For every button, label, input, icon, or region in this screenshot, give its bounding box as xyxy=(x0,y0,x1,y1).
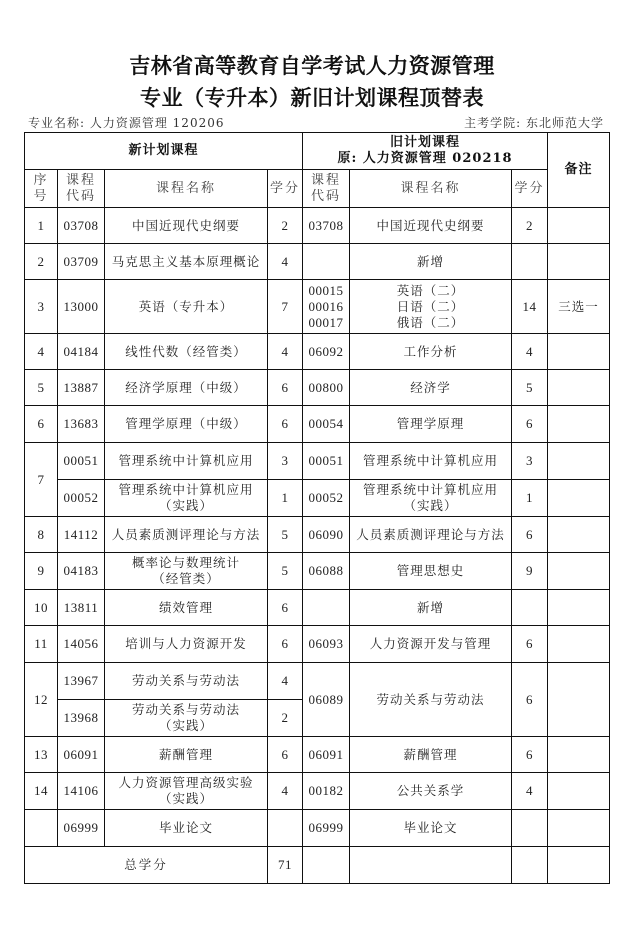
name-header: 课程名称 xyxy=(105,170,268,208)
seq-cell: 11 xyxy=(25,626,58,663)
old-code-cell: 06090 xyxy=(303,517,350,553)
code-cell: 13968 xyxy=(58,700,105,737)
name-cell: 经济学原理（中级） xyxy=(105,370,268,406)
old-code-cell xyxy=(303,847,350,884)
note-cell xyxy=(548,663,610,737)
note-cell xyxy=(548,244,610,280)
note-cell: 三选一 xyxy=(548,280,610,334)
code-cell: 04184 xyxy=(58,334,105,370)
note-cell xyxy=(548,370,610,406)
code-cell: 13811 xyxy=(58,590,105,626)
name-cell: 管理学原理（中级） xyxy=(105,406,268,443)
old-code-cell: 06088 xyxy=(303,553,350,590)
old-code-cell: 06999 xyxy=(303,810,350,847)
table-row xyxy=(25,626,610,663)
old-credit-cell: 6 xyxy=(512,626,548,663)
old-code-cell: 03708 xyxy=(303,208,350,244)
old-plan-header xyxy=(303,133,548,170)
note-cell xyxy=(548,517,610,553)
old-name-cell: 英语（二） 日语（二） 俄语（二） xyxy=(350,280,512,334)
credit-cell: 1 xyxy=(268,480,303,517)
seq-header: 序 号 xyxy=(25,170,58,208)
credit-cell: 4 xyxy=(268,773,303,810)
old-credit-cell: 3 xyxy=(512,443,548,480)
table-row xyxy=(25,590,610,626)
name-cell: 薪酬管理 xyxy=(105,737,268,773)
table-row xyxy=(25,480,610,517)
seq-cell: 5 xyxy=(25,370,58,406)
note-cell xyxy=(548,626,610,663)
old-name-cell: 管理系统中计算机应用 （实践） xyxy=(350,480,512,517)
table-row xyxy=(25,553,610,590)
old-credit-cell xyxy=(512,847,548,884)
code-cell: 13683 xyxy=(58,406,105,443)
examining-school: 主考学院: 东北师范大学 xyxy=(464,116,604,130)
seq-cell: 4 xyxy=(25,334,58,370)
table-row xyxy=(25,406,610,443)
name-cell: 培训与人力资源开发 xyxy=(105,626,268,663)
old-name-cell: 工作分析 xyxy=(350,334,512,370)
old-code-cell: 00015 00016 00017 xyxy=(303,280,350,334)
table-row xyxy=(25,280,610,334)
old-credit-cell: 6 xyxy=(512,517,548,553)
old-name-cell xyxy=(350,847,512,884)
code-cell: 03708 xyxy=(58,208,105,244)
old-name-cell: 管理系统中计算机应用 xyxy=(350,443,512,480)
old-credit-cell xyxy=(512,244,548,280)
major-name: 专业名称: 人力资源管理 120206 xyxy=(28,116,225,130)
seq-cell: 13 xyxy=(25,737,58,773)
old-code-cell xyxy=(303,244,350,280)
code-cell: 06091 xyxy=(58,737,105,773)
old-code-cell: 00054 xyxy=(303,406,350,443)
credit-cell: 6 xyxy=(268,626,303,663)
code-cell: 14106 xyxy=(58,773,105,810)
old-name-cell: 经济学 xyxy=(350,370,512,406)
code-cell: 14112 xyxy=(58,517,105,553)
seq-cell: 3 xyxy=(25,280,58,334)
old-name-cell: 人力资源开发与管理 xyxy=(350,626,512,663)
note-cell xyxy=(548,334,610,370)
credit-cell: 7 xyxy=(268,280,303,334)
name-cell: 绩效管理 xyxy=(105,590,268,626)
credit-cell: 6 xyxy=(268,737,303,773)
old-code-cell: 00182 xyxy=(303,773,350,810)
table-row xyxy=(25,208,610,244)
header-row-2 xyxy=(25,170,610,208)
old-credit-header: 学分 xyxy=(512,170,548,208)
old-name-cell: 人员素质测评理论与方法 xyxy=(350,517,512,553)
name-cell: 毕业论文 xyxy=(105,810,268,847)
credit-cell: 5 xyxy=(268,553,303,590)
document-title-line2: 专业（专升本）新旧计划课程顶替表 xyxy=(140,85,484,110)
seq-cell: 2 xyxy=(25,244,58,280)
old-credit-cell: 4 xyxy=(512,773,548,810)
credit-cell: 2 xyxy=(268,700,303,737)
header-row-1 xyxy=(25,133,610,170)
credit-cell: 2 xyxy=(268,208,303,244)
note-cell xyxy=(548,406,610,443)
old-name-cell: 公共关系学 xyxy=(350,773,512,810)
name-cell: 劳动关系与劳动法 xyxy=(105,663,268,700)
seq-cell: 8 xyxy=(25,517,58,553)
old-credit-cell: 4 xyxy=(512,334,548,370)
old-plan-title: 旧计划课程 xyxy=(390,135,461,150)
code-cell: 00051 xyxy=(58,443,105,480)
credit-cell: 6 xyxy=(268,590,303,626)
code-cell: 14056 xyxy=(58,626,105,663)
seq-cell: 9 xyxy=(25,553,58,590)
total-row xyxy=(25,847,610,884)
code-cell: 13000 xyxy=(58,280,105,334)
table-row xyxy=(25,810,610,847)
old-code-cell xyxy=(303,590,350,626)
name-cell: 人力资源管理高级实验 （实践） xyxy=(105,773,268,810)
total-credit: 71 xyxy=(268,847,303,884)
name-cell: 概率论与数理统计 （经管类） xyxy=(105,553,268,590)
credit-cell xyxy=(268,810,303,847)
old-name-cell: 管理思想史 xyxy=(350,553,512,590)
table-row xyxy=(25,773,610,810)
note-cell xyxy=(548,208,610,244)
table-row xyxy=(25,443,610,480)
table-row xyxy=(25,517,610,553)
credit-cell: 4 xyxy=(268,334,303,370)
name-cell: 中国近现代史纲要 xyxy=(105,208,268,244)
old-name-cell: 新增 xyxy=(350,244,512,280)
seq-cell: 14 xyxy=(25,773,58,810)
old-name-cell: 劳动关系与劳动法 xyxy=(350,663,512,737)
code-cell: 00052 xyxy=(58,480,105,517)
seq-cell: 6 xyxy=(25,406,58,443)
old-code-cell: 06093 xyxy=(303,626,350,663)
table-row xyxy=(25,244,610,280)
old-code-cell: 06092 xyxy=(303,334,350,370)
table-row xyxy=(25,737,610,773)
seq-cell xyxy=(25,810,58,847)
credit-header: 学分 xyxy=(268,170,303,208)
old-code-cell: 00052 xyxy=(303,480,350,517)
note-cell xyxy=(548,480,610,517)
code-header: 课程 代码 xyxy=(58,170,105,208)
credit-cell: 4 xyxy=(268,663,303,700)
name-cell: 英语（专升本） xyxy=(105,280,268,334)
total-label: 总学分 xyxy=(25,847,268,884)
name-cell: 管理系统中计算机应用 xyxy=(105,443,268,480)
document-title-line1: 吉林省高等教育自学考试人力资源管理 xyxy=(129,53,495,78)
old-credit-cell: 9 xyxy=(512,553,548,590)
credit-cell: 4 xyxy=(268,244,303,280)
code-cell: 13967 xyxy=(58,663,105,700)
old-name-cell: 中国近现代史纲要 xyxy=(350,208,512,244)
name-cell: 人员素质测评理论与方法 xyxy=(105,517,268,553)
note-cell xyxy=(548,737,610,773)
old-credit-cell: 6 xyxy=(512,406,548,443)
old-name-header: 课程名称 xyxy=(350,170,512,208)
name-cell: 线性代数（经管类） xyxy=(105,334,268,370)
old-credit-cell: 5 xyxy=(512,370,548,406)
old-credit-cell xyxy=(512,810,548,847)
credit-cell: 6 xyxy=(268,406,303,443)
table-row xyxy=(25,663,610,700)
old-code-cell: 06091 xyxy=(303,737,350,773)
old-name-cell: 管理学原理 xyxy=(350,406,512,443)
note-cell xyxy=(548,590,610,626)
note-header: 备注 xyxy=(548,133,610,208)
note-cell xyxy=(548,847,610,884)
name-cell: 劳动关系与劳动法 （实践） xyxy=(105,700,268,737)
note-cell xyxy=(548,553,610,590)
old-name-cell: 毕业论文 xyxy=(350,810,512,847)
credit-cell: 3 xyxy=(268,443,303,480)
old-code-cell: 06089 xyxy=(303,663,350,737)
seq-cell: 1 xyxy=(25,208,58,244)
old-credit-cell: 6 xyxy=(512,663,548,737)
old-plan-origin: 原: 人力资源管理 020218 xyxy=(337,151,513,166)
table-row xyxy=(25,334,610,370)
course-replacement-table xyxy=(24,132,610,884)
seq-cell: 10 xyxy=(25,590,58,626)
old-name-cell: 新增 xyxy=(350,590,512,626)
old-credit-cell: 6 xyxy=(512,737,548,773)
note-cell xyxy=(548,810,610,847)
old-credit-cell: 1 xyxy=(512,480,548,517)
credit-cell: 6 xyxy=(268,370,303,406)
note-cell xyxy=(548,773,610,810)
credit-cell: 5 xyxy=(268,517,303,553)
old-code-header: 课程 代码 xyxy=(303,170,350,208)
seq-cell: 12 xyxy=(25,663,58,737)
code-cell: 13887 xyxy=(58,370,105,406)
new-plan-header: 新计划课程 xyxy=(25,133,303,170)
old-name-cell: 薪酬管理 xyxy=(350,737,512,773)
name-cell: 管理系统中计算机应用 （实践） xyxy=(105,480,268,517)
old-code-cell: 00800 xyxy=(303,370,350,406)
old-credit-cell: 14 xyxy=(512,280,548,334)
old-credit-cell: 2 xyxy=(512,208,548,244)
name-cell: 马克思主义基本原理概论 xyxy=(105,244,268,280)
old-code-cell: 00051 xyxy=(303,443,350,480)
old-credit-cell xyxy=(512,590,548,626)
note-cell xyxy=(548,443,610,480)
code-cell: 06999 xyxy=(58,810,105,847)
code-cell: 03709 xyxy=(58,244,105,280)
code-cell: 04183 xyxy=(58,553,105,590)
seq-cell: 7 xyxy=(25,443,58,517)
table-row xyxy=(25,370,610,406)
